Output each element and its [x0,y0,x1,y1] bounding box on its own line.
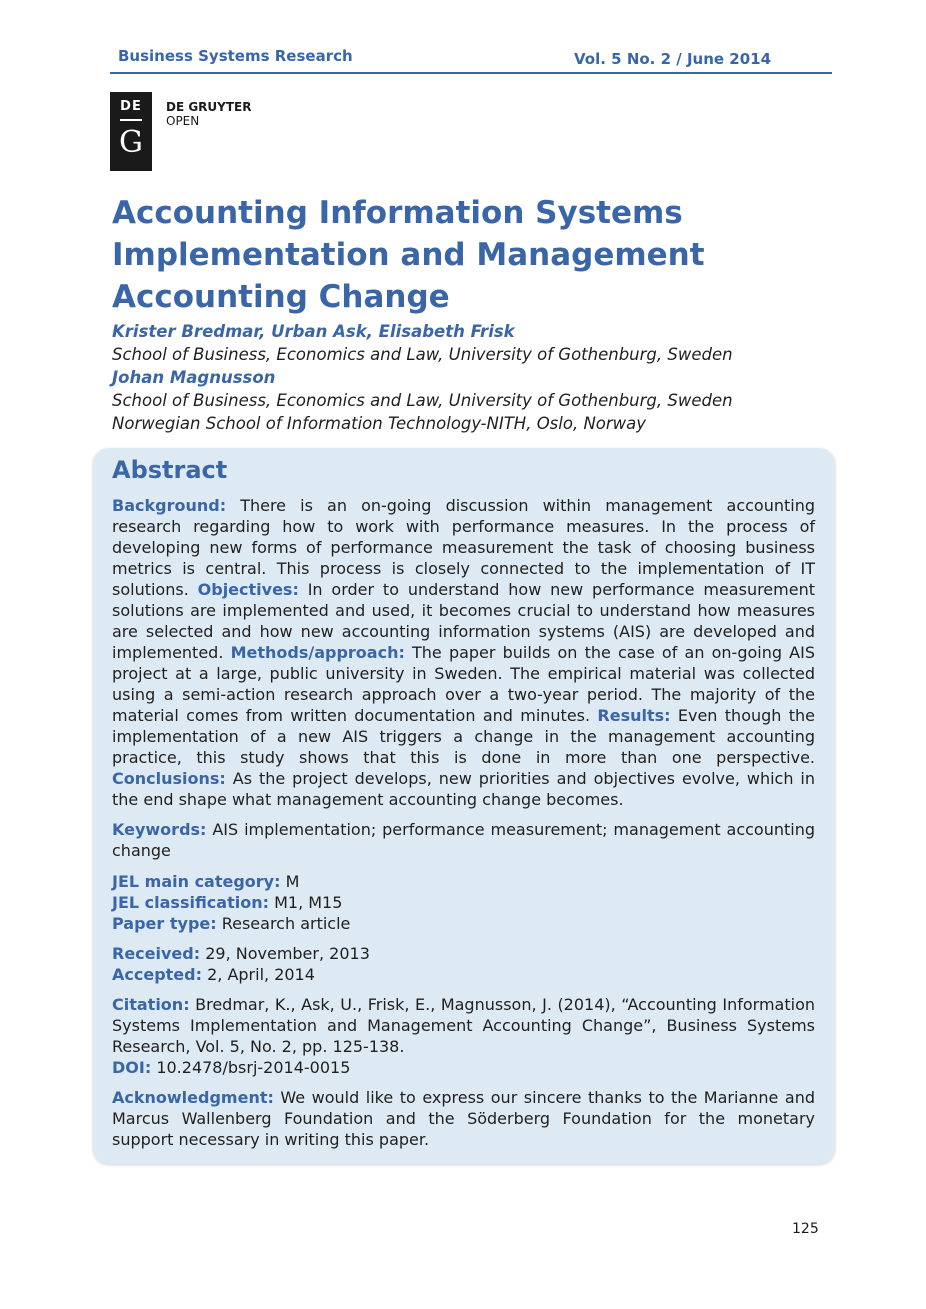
de-gruyter-logo [110,92,152,171]
abstract-paragraph [112,495,815,810]
jel-class-label: JEL classification: [112,893,269,912]
logo-de-text: DE [120,99,142,114]
volume-info: Vol. 5 No. 2 / June 2014 [574,50,772,68]
doi-text: 10.2478/bsrj-2014-0015 [151,1058,351,1077]
abstract-heading: Abstract [112,456,228,484]
publisher-name: DE GRUYTER [166,100,252,114]
received-text: 29, November, 2013 [200,944,370,963]
paper-type-label: Paper type: [112,914,217,933]
title-line: Accounting Change [112,279,450,315]
conclusions-text: As the project develops, new priorities and objectives evolve, which in the end shape what management accounting change becomes. [112,769,815,809]
objectives-label: Objectives: [197,580,299,599]
accepted-text: 2, April, 2014 [202,965,315,984]
affiliation-3: Norwegian School of Information Technology-NITH, Oslo, Norway [112,414,647,433]
doi-label: DOI: [112,1058,152,1077]
affiliation-2: School of Business, Economics and Law, University of Gothenburg, Sweden [112,391,733,410]
methods-text: The paper builds on the case of an on-going AIS project at a large, public university in Sweden. The empirical material was collected using a semi-action research approach over a two-year period. The majority of the material comes from written documentation and minutes. [112,643,815,725]
jel-main-line [112,871,815,892]
page-number: 125 [792,1221,819,1237]
accepted-label: Accepted: [112,965,203,984]
author-block [112,320,832,435]
keywords-paragraph [112,819,815,861]
paper-title [112,192,812,318]
jel-class-line [112,892,815,913]
authors-group-2: Johan Magnusson [112,368,276,387]
paper-type-text: Research article [216,914,351,933]
keywords-label: Keywords: [112,820,207,839]
received-label: Received: [112,944,201,963]
logo-bar [120,119,142,121]
authors-group-1: Krister Bredmar, Urban Ask, Elisabeth Frisk [112,322,515,341]
dates-paragraph [112,943,815,985]
jel-main-label: JEL main category: [112,872,281,891]
doi-line [112,1057,815,1078]
keywords-text: AIS implementation; performance measurement; management accounting change [112,820,815,860]
title-line: Accounting Information Systems [112,195,683,231]
background-text: There is an on-going discussion within management accounting research regarding how to work with performance measures. In the process of developing new forms of performance measurement the task of choosing business metrics is central. This process is closely connected to the implementation of IT solutions. [112,496,815,599]
citation-line [112,994,815,1057]
jel-class-text: M1, M15 [269,893,343,912]
acknowledgment-label: Acknowledgment: [112,1088,274,1107]
affiliation-1: School of Business, Economics and Law, University of Gothenburg, Sweden [112,345,733,364]
citation-label: Citation: [112,995,190,1014]
logo-g-letter: G [119,125,143,160]
acknowledgment-paragraph [112,1087,815,1150]
received-line [112,943,815,964]
paper-type-line [112,913,815,934]
acknowledgment-text: We would like to express our sincere thanks to the Marianne and Marcus Wallenberg Foundation and the Söderberg Foundation for the monetary support necessary in writing this paper. [112,1088,815,1149]
journal-name: Business Systems Research [118,47,353,65]
jel-paragraph [112,871,815,934]
objectives-text: In order to understand how new performance measurement solutions are implemented and used, it becomes crucial to understand how measures are selected and how new accounting information systems (AIS) are developed and implemented. [112,580,815,662]
conclusions-label: Conclusions: [112,769,226,788]
accepted-line [112,964,815,985]
jel-main-text: M [280,872,300,891]
citation-text: Bredmar, K., Ask, U., Frisk, E., Magnusson, J. (2014), “Accounting Information Systems Implementation and Management Accounting Change”, Business Systems Research, Vol. 5, No. 2, pp. 125-138. [112,995,815,1056]
header-rule [110,72,832,74]
results-text: Even though the implementation of a new AIS triggers a change in the management accounting practice, this study shows that this is done in more than one perspective. [112,706,815,767]
title-line: Implementation and Management [112,237,705,273]
results-label: Results: [597,706,671,725]
citation-paragraph [112,994,815,1078]
publisher-sub: OPEN [166,114,200,128]
background-label: Background: [112,496,227,515]
methods-label: Methods/approach: [230,643,405,662]
